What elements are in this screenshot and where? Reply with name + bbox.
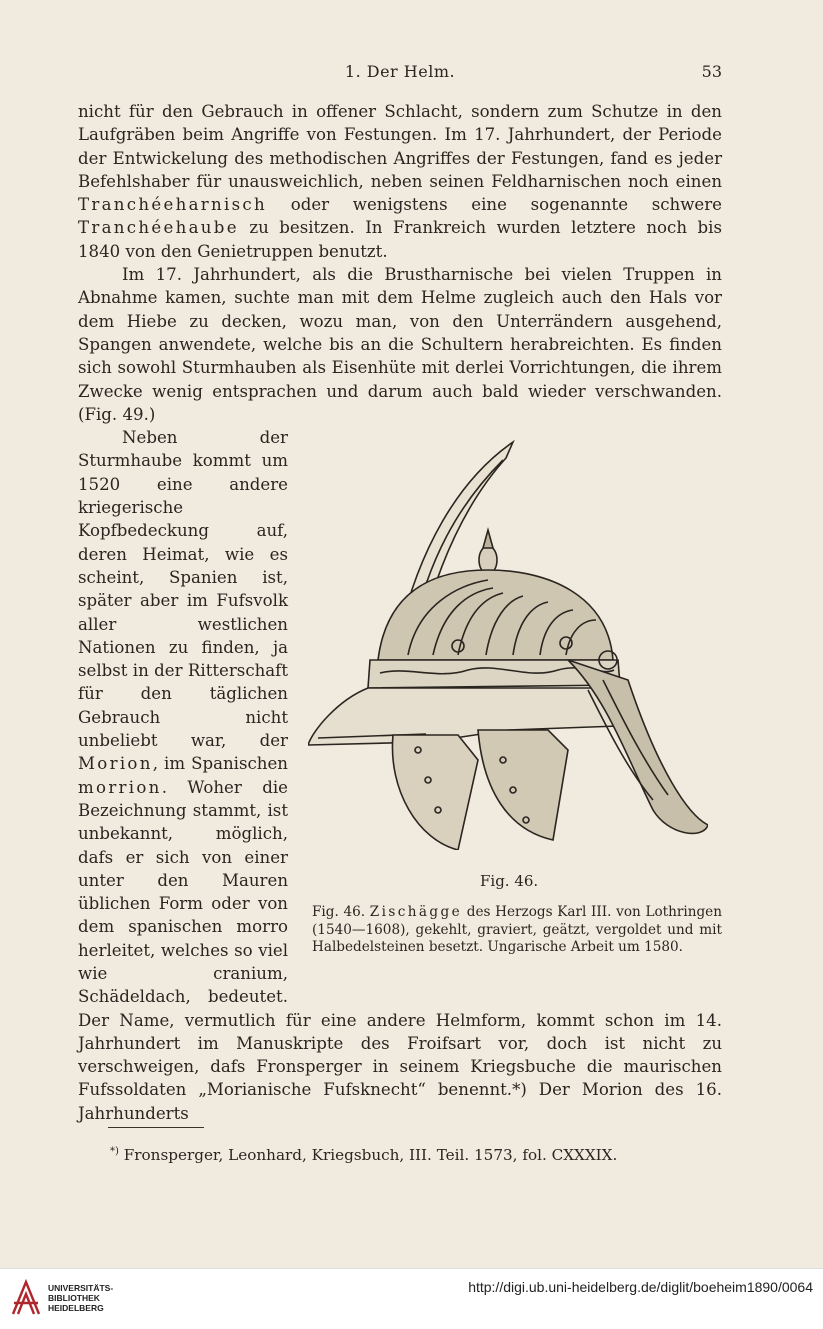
- figure-46: [300, 426, 722, 997]
- caption-term: Zischägge: [369, 904, 463, 921]
- footnote-rule: [108, 1127, 204, 1128]
- helmet-illustration: [308, 430, 708, 850]
- term-morion: Morion: [78, 754, 153, 774]
- page-number: 53: [701, 62, 722, 81]
- term-tranchee-haube: Tranchéehaube: [78, 218, 239, 238]
- paragraph-2: Im 17. Jahrhundert, als die Brustharnische bei vielen Truppen in Abnahme kamen, suchte man mit dem Helme zugleich auch den Hals vor dem Hiebe zu decken, wozu man, von den Unterrändern ausgehend, Spangen anwendete, welche bis an die Schultern herabreichten. Es finden sich sowohl Sturmhauben als Eisenhüte mit derlei Vorrichtungen, die ihrem Zwecke wenig entsprachen und darum auch bald wieder verschwanden. (Fig. 49.): [78, 265, 722, 424]
- university-library-logo-icon[interactable]: [10, 1279, 42, 1317]
- library-name: UNIVERSITÄTS- BIBLIOTHEK HEIDELBERG: [48, 1283, 114, 1313]
- paragraph-1: nicht für den Gebrauch in offener Schlacht, sondern zum Schutze in den Laufgräben beim Angriffe von Festungen. Im 17. Jahrhundert, der Periode der Entwickelung des methodischen Angriffes der Festungen, fand es jeder Befehlshaber für unausweichlich, neben seinen Feldharnischen noch einen Tranchéeharnisch oder wenigstens eine sogenannte schwere Tranchéehaube zu besitzen. In Frankreich wurden letztere noch bis 1840 von den Genietruppen benutzt.: [78, 102, 722, 261]
- term-morrion: morrion: [78, 777, 162, 797]
- chapter-title: 1. Der Helm.: [344, 62, 456, 81]
- library-footer: [0, 1268, 823, 1329]
- paragraph-3: Neben der Sturmhaube kommt um 1520 eine andere kriegerische Kopfbedeckung auf, deren Heimat, wie es scheint, Spanien ist, später aber im Fufsvolk aller westlichen Nationen zu finden, ja selbst in der Ritterschaft für den täglichen Gebrauch nicht unbeliebt war, der Morion, im Spanischen morrion. Woher die Bezeichnung stammt, ist unbekannt, möglich, dafs er sich von einer unter den Mauren üblichen Form oder von dem spanischen morro herleitet, welches so viel wie cranium, Schädeldach, bedeutet. Der Name, vermutlich für eine andere Helmform, kommt schon im 14. Jahrhundert im Manuskripte des Froifsart vor, doch ist nicht zu verschweigen, dafs Fronsperger in seinem Kriegsbuche die maurischen Fufssoldaten „Morianische Fufsknecht“ benennt.*) Der Morion des 16. Jahrhunderts: [78, 428, 722, 1123]
- footnote: *) Fronsperger, Leonhard, Kriegsbuch, III. Teil. 1573, fol. CXXXIX.: [110, 1146, 618, 1165]
- figure-label: Fig. 46.: [480, 872, 539, 891]
- permalink-url[interactable]: http://digi.ub.uni-heidelberg.de/diglit/boeheim1890/0064: [468, 1279, 813, 1295]
- term-tranchee-harnisch: Tranchéeharnisch: [78, 195, 268, 215]
- footnote-marker: *): [110, 1146, 119, 1157]
- running-header: [78, 62, 722, 84]
- body-text: [78, 100, 722, 1125]
- figure-caption: Fig. 46. Zischägge des Herzogs Karl III. von Lothringen (1540—1608), gekehlt, graviert, geätzt, vergoldet und mit Halbedelsteinen besetzt. Ungarische Arbeit um 1580.: [312, 904, 722, 956]
